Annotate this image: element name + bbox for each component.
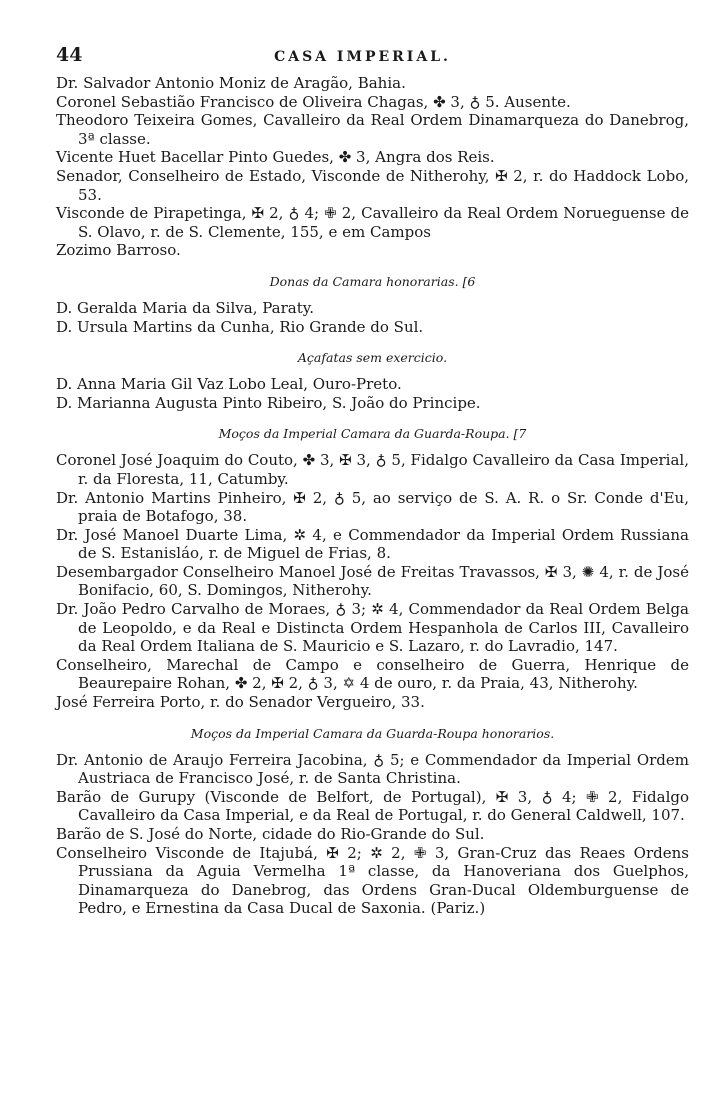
list-item: Dr. Salvador Antonio Moniz de Aragão, Bahia.: [56, 74, 406, 92]
entry-list: [56, 74, 689, 260]
section-title: Açafatas sem exercicio.: [297, 350, 448, 366]
list-item: Desembargador Conselheiro Manoel José de Freitas Travassos, ✠ 3, ✺ 4, r. de José Bonifacio, 60, S. Domingos, Nitherohy.: [56, 562, 689, 600]
list-item: Conselheiro, Marechal de Campo e conselheiro de Guerra, Henrique de Beaurepaire Rohan, ✤ 2, ✠ 2, ♁ 3, ✡ 4 de ouro, r. da Praia, 43, Nitherohy.: [56, 655, 689, 693]
list-item: Zozimo Barroso.: [56, 241, 181, 260]
section: [56, 74, 689, 260]
list-item: Coronel Sebastião Francisco de Oliveira Chagas, ✤ 3, ♁ 5. Ausente.: [56, 92, 571, 111]
list-item: Dr. Antonio de Araujo Ferreira Jacobina, ♁ 5; e Commendador da Imperial Ordem Austriaca de Francisco José, r. de Santa Christina.: [56, 750, 689, 788]
list-item: D. Marianna Augusta Pinto Ribeiro, S. João do Principe.: [56, 393, 481, 412]
page-header: [56, 44, 689, 74]
list-item: D. Geralda Maria da Silva, Paraty.: [56, 298, 314, 317]
list-item: Dr. José Manoel Duarte Lima, ✲ 4, e Commendador da Imperial Ordem Russiana de S. Estanisláo, r. de Miguel de Frias, 8.: [56, 525, 689, 563]
list-item: Dr. Antonio Martins Pinheiro, ✠ 2, ♁ 5, ao serviço de S. A. R. o Sr. Conde d'Eu, praia de Botafogo, 38.: [56, 488, 689, 526]
entry-list: [56, 751, 689, 918]
section: [56, 274, 689, 336]
section: [56, 726, 689, 918]
section-title: Moços da Imperial Camara da Guarda-Roupa honorarios.: [190, 725, 555, 741]
section: [56, 426, 689, 711]
section-title: Moços da Imperial Camara da Guarda-Roupa. [7: [218, 426, 527, 442]
entry-list: [56, 299, 689, 336]
entry-list: [56, 451, 689, 711]
list-item: D. Ursula Martins da Cunha, Rio Grande do Sul.: [56, 317, 424, 336]
list-item: Conselheiro Visconde de Itajubá, ✠ 2; ✲ 2, ✙ 3, Gran-Cruz das Reaes Ordens Prussiana da Aguia Vermelha 1ª classe, da Hanoveriana dos Guelphos, Dinamarqueza do Danebrog, das Ordens Gran-Ducal Oldemburguense de Pedro, e Ernestina da Casa Ducal de Saxonia. (Pariz.): [56, 843, 689, 918]
list-item: D. Anna Maria Gil Vaz Lobo Leal, Ouro-Preto.: [56, 375, 402, 394]
list-item: Barão de S. José do Norte, cidade do Rio-Grande do Sul.: [56, 825, 485, 843]
section: [56, 350, 689, 412]
list-item: Visconde de Pirapetinga, ✠ 2, ♁ 4; ✙ 2, Cavalleiro da Real Ordem Norueguense de S. Olavo, r. de S. Clemente, 155, e em Campos: [56, 204, 689, 241]
list-item: Coronel José Joaquim do Couto, ✤ 3, ✠ 3, ♁ 5, Fidalgo Cavalleiro da Casa Imperial, r. da Floresta, 11, Catumby.: [56, 451, 689, 488]
running-title: CASA IMPERIAL.: [274, 49, 451, 65]
list-item: Dr. João Pedro Carvalho de Moraes, ♁ 3; ✲ 4, Commendador da Real Ordem Belga de Leopoldo, e da Real e Distincta Ordem Hespanhola de Carlos III, Cavalleiro da Real Ordem Italiana de S. Mauricio e S. Lazaro, r. do Lavradio, 147.: [56, 600, 689, 656]
page-content: [56, 74, 689, 918]
entry-list: [56, 375, 689, 412]
page-number: 44: [56, 44, 83, 66]
list-item: Vicente Huet Bacellar Pinto Guedes, ✤ 3, Angra dos Reis.: [56, 148, 495, 167]
list-item: Barão de Gurupy (Visconde de Belfort, de Portugal), ✠ 3, ♁ 4; ✙ 2, Fidalgo Cavalleiro da Casa Imperial, e da Real de Portugal, r. do General Caldwell, 107.: [56, 787, 689, 825]
list-item: Senador, Conselheiro de Estado, Visconde de Nitherohy, ✠ 2, r. do Haddock Lobo, 53.: [56, 166, 689, 204]
section-title: Donas da Camara honorarias. [6: [269, 273, 476, 289]
list-item: José Ferreira Porto, r. do Senador Vergueiro, 33.: [56, 693, 425, 712]
list-item: Theodoro Teixeira Gomes, Cavalleiro da Real Ordem Dinamarqueza do Danebrog, 3ª classe.: [56, 111, 689, 148]
